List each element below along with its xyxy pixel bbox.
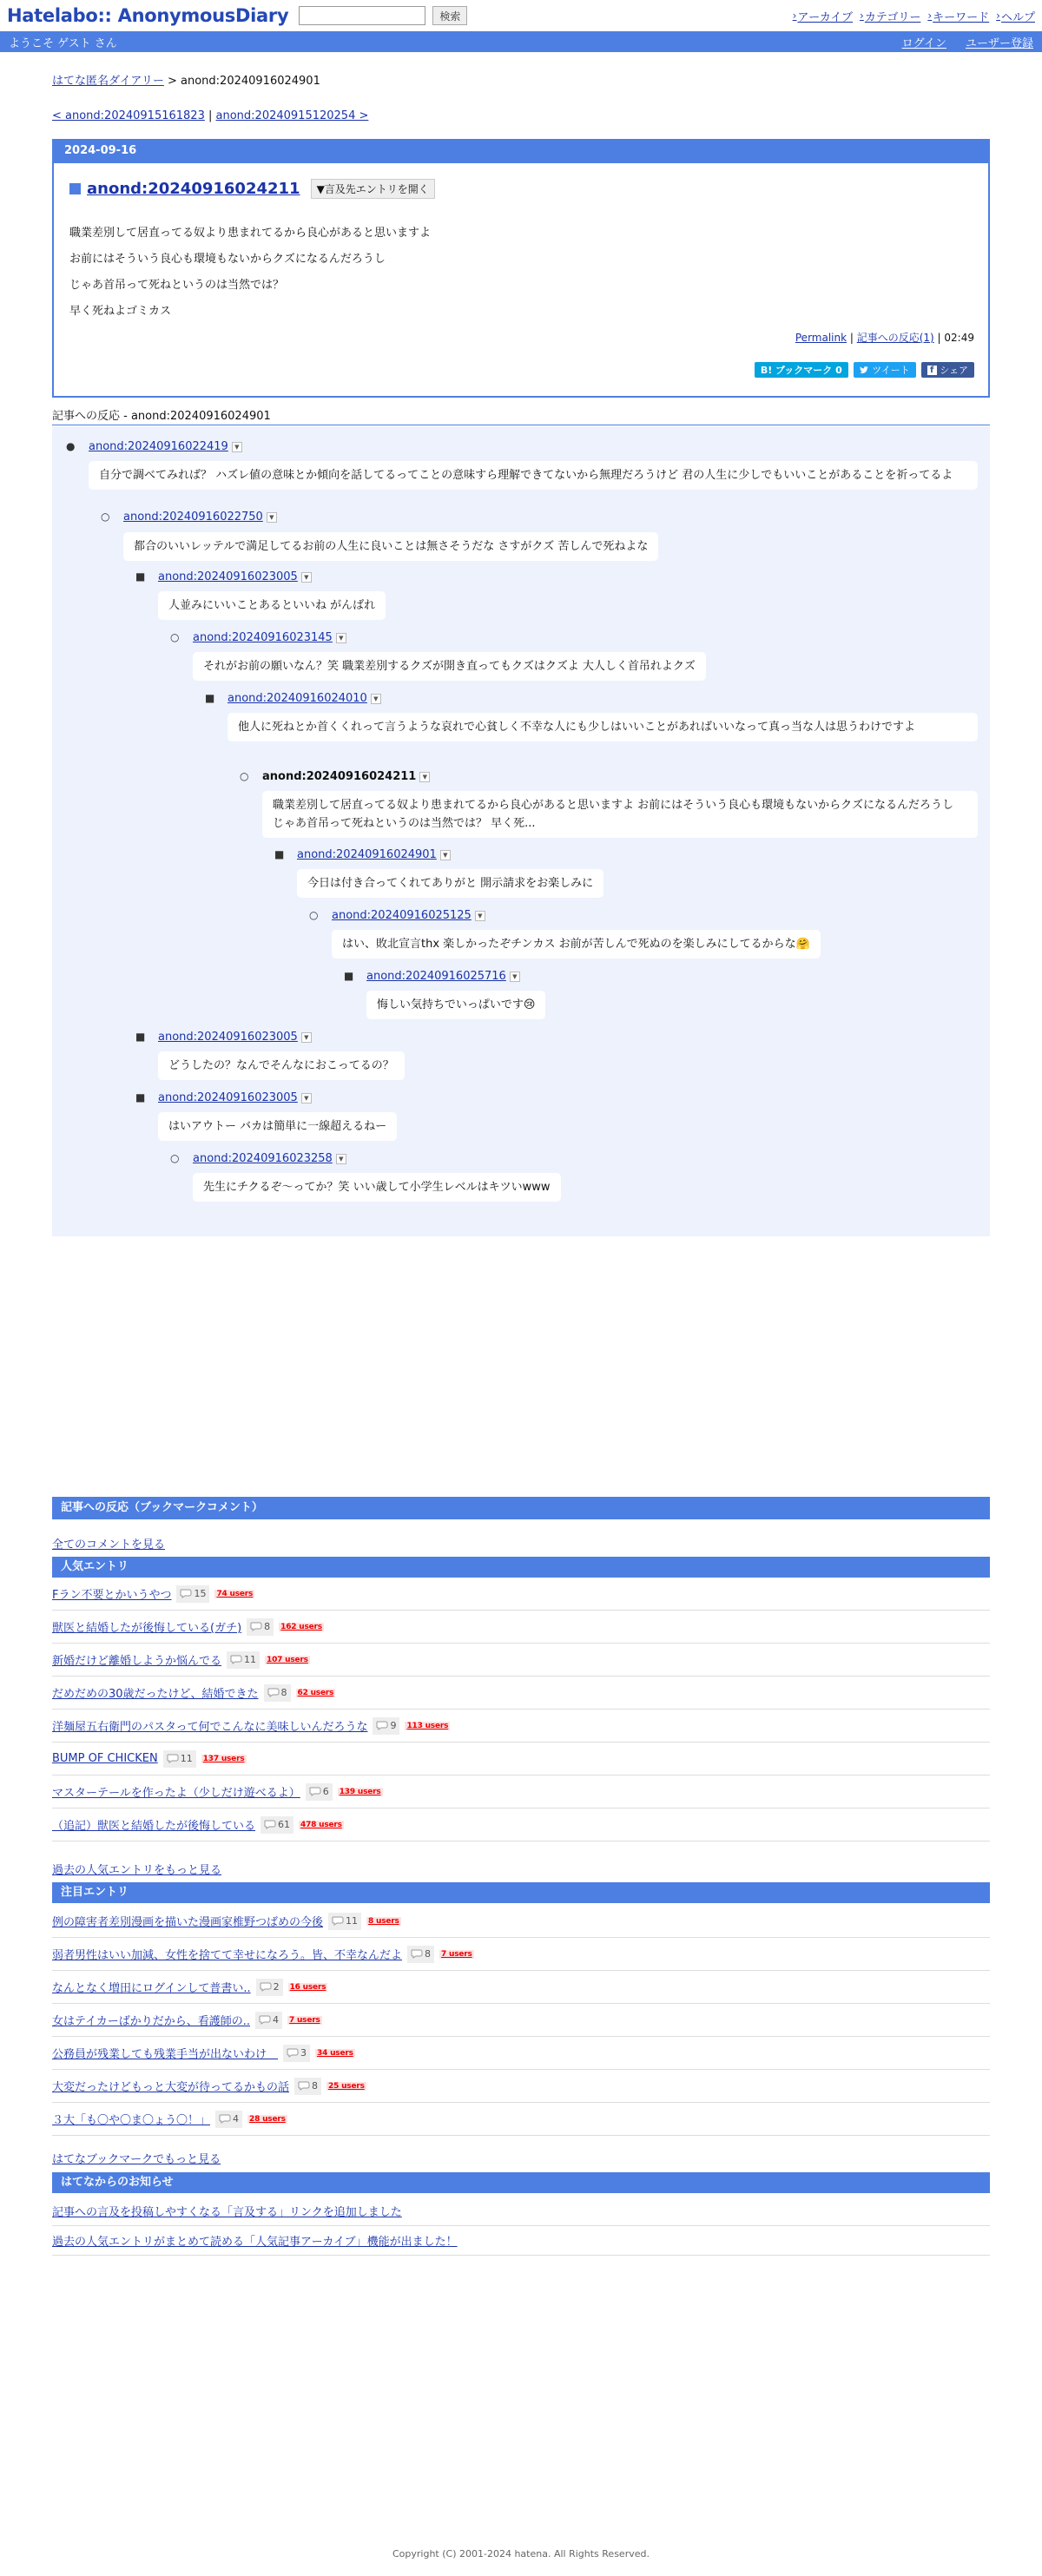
speech-bubble-icon: [332, 1916, 344, 1926]
tree-node-link[interactable]: anond:20240916023258: [193, 1152, 333, 1165]
bullet-circle: ○: [170, 631, 180, 643]
chevron-right-icon: ›: [927, 10, 933, 22]
users-badge[interactable]: 74 users: [216, 1589, 254, 1598]
speech-bubble-icon: [298, 2081, 310, 2091]
expand-toggle-icon[interactable]: ▼: [232, 442, 242, 452]
tree-node-link[interactable]: anond:20240916024010: [228, 692, 367, 705]
breadcrumb-separator: >: [163, 75, 181, 88]
welcome-bar: [0, 31, 1042, 52]
users-badge[interactable]: 62 users: [297, 1688, 334, 1697]
entry-link[interactable]: 公務員が残業しても残業手当が出ないわけ: [52, 2048, 279, 2061]
entry-link[interactable]: （追記）獣医と結婚したが後悔している: [52, 1820, 256, 1833]
search-form: [299, 6, 467, 25]
tweet-button[interactable]: [854, 362, 916, 378]
comment-count[interactable]: [306, 1783, 333, 1801]
entry-link[interactable]: 弱者男性はいい加減、女性を捨てて幸せになろう。皆、不幸なんだよ: [52, 1949, 403, 1962]
entry-box: [52, 139, 990, 398]
comment-count-value: 8: [312, 2080, 319, 2092]
comment-count-value: 9: [390, 1720, 397, 1731]
entry-link[interactable]: 例の障害者差別漫画を描いた漫画家椎野つばめの今後: [52, 1916, 324, 1929]
bullet-square: ■: [135, 1031, 146, 1043]
bullet-square: ■: [205, 692, 215, 704]
users-badge[interactable]: 7 users: [288, 2015, 320, 2025]
comment-count-value: 4: [233, 2113, 240, 2125]
tree-node-link[interactable]: anond:20240916022750: [123, 511, 263, 524]
speech-bubble-icon: [259, 2015, 271, 2025]
entry-link[interactable]: Fラン不要とかいうやつ: [52, 1589, 172, 1602]
comment-count-value: 3: [300, 2047, 307, 2059]
comment-count[interactable]: [294, 2078, 321, 2095]
featured-header: 注目エントリ: [52, 1882, 990, 1903]
comment-count[interactable]: [283, 2045, 310, 2062]
entry-line: 早く死ねよゴミカス: [69, 305, 172, 318]
bullet-square: ■: [135, 1091, 146, 1104]
bullet-circle: ○: [240, 770, 249, 782]
users-badge[interactable]: 34 users: [317, 2048, 353, 2058]
list-item: [52, 1808, 990, 1841]
expand-toggle-icon[interactable]: ▼: [419, 772, 430, 782]
nav-archive-label: アーカイブ: [797, 10, 854, 24]
tree-node-text: 今日は付き合ってくれてありがと 開示請求をお楽しみに: [297, 869, 603, 898]
entry-link[interactable]: BUMP OF CHICKEN: [52, 1752, 158, 1765]
speech-bubble-icon: [250, 1622, 262, 1631]
list-item: [52, 1938, 990, 1971]
entry-link[interactable]: ３大「も〇や〇ま〇ょう〇！」: [52, 2114, 211, 2127]
speech-bubble-icon: [264, 1820, 276, 1829]
square-icon: [69, 183, 81, 194]
tree-node-link[interactable]: anond:20240916025716: [366, 970, 506, 983]
tree-node-text: 職業差別して居直ってる奴より患まれてるから良心があると思いますよ お前にはそういう良心も環境もないからクズになるんだろうし じゃあ首吊って死ねというのは当然では？ 早く死...: [262, 791, 978, 838]
comment-count[interactable]: [176, 1585, 209, 1603]
nav-archive[interactable]: [793, 8, 853, 24]
tree-node-text: どうしたの？なんでそんなにおこってるの？: [158, 1051, 405, 1080]
news-link[interactable]: 記事への言及を投稿しやすくなる「言及する」リンクを追加しました: [52, 2206, 402, 2219]
comment-count[interactable]: [328, 1913, 361, 1930]
global-header: [0, 0, 1042, 31]
tree-node-link[interactable]: anond:20240916023005: [158, 570, 298, 583]
breadcrumb-home[interactable]: はてな匿名ダイアリー: [52, 75, 164, 88]
expand-toggle-icon[interactable]: ▼: [510, 972, 520, 982]
list-item: [52, 1710, 990, 1743]
register-link[interactable]: ユーザー登録: [965, 36, 1033, 50]
expand-toggle-icon[interactable]: ▼: [336, 633, 346, 643]
list-item: [52, 2004, 990, 2037]
tree-node-link[interactable]: anond:20240916023005: [158, 1031, 298, 1044]
reaction-tree: [52, 426, 990, 1236]
comment-count-value: 15: [194, 1588, 207, 1599]
expand-toggle-icon[interactable]: ▼: [301, 1093, 312, 1104]
nav-help[interactable]: [996, 8, 1035, 24]
entry-line: お前にはそういう良心も環境もないからクズになるんだろうし: [69, 253, 386, 266]
speech-bubble-icon: [219, 2114, 231, 2124]
speech-bubble-icon: [309, 1787, 321, 1796]
expand-toggle-icon[interactable]: ▼: [301, 1032, 312, 1043]
tweet-label: ツイート: [872, 365, 910, 376]
tree-node-text: それがお前の願いなん？笑 職業差別するクズが開き直ってもクズはクズよ 大人しく首吊れよクズ: [193, 652, 706, 681]
chevron-right-icon: ›: [996, 10, 1000, 22]
comment-count[interactable]: [227, 1651, 260, 1669]
prev-entry-link[interactable]: < anond:20240915161823: [52, 109, 205, 122]
expand-toggle-icon[interactable]: ▼: [371, 694, 381, 704]
comment-count[interactable]: [256, 1979, 283, 1996]
users-badge[interactable]: 137 users: [202, 1754, 245, 1763]
facebook-share-label: シェア: [940, 365, 968, 376]
comment-count-value: 6: [322, 1786, 329, 1797]
comment-count-value: 11: [346, 1915, 359, 1927]
expand-toggle-icon[interactable]: ▼: [267, 512, 277, 523]
entry-line: じゃあ首吊って死ねというのは当然では？: [69, 279, 285, 292]
bullet-square: ■: [135, 570, 146, 583]
news-list: [52, 2197, 990, 2256]
hatena-bookmark-button[interactable]: B! ブックマーク 0: [755, 362, 848, 378]
bullet-disc: ●: [66, 440, 76, 452]
comment-count-value: 2: [273, 1981, 280, 1993]
entry-link[interactable]: 女はテイカーばかりだから、看護師の..: [52, 2015, 250, 2028]
users-badge[interactable]: 478 users: [300, 1820, 342, 1829]
entry-link[interactable]: 新婚だけど離婚しようか悩んでる: [52, 1655, 222, 1668]
list-item: [52, 1743, 990, 1776]
tree-node-text: はい、敗北宣言thx 楽しかったぞチンカス お前が苦しんで死ぬのを楽しみにしてるからな🤗: [332, 930, 821, 959]
entry-link[interactable]: 大変だったけどもっと大変が待ってるかもの話: [52, 2081, 290, 2094]
speech-bubble-icon: [376, 1721, 388, 1730]
list-item: [52, 2070, 990, 2103]
copyright: Copyright (C) 2001-2024 hatena. All Rights Reserved.: [392, 2548, 650, 2560]
list-item: [52, 1578, 990, 1611]
twitter-bird-icon: [860, 366, 869, 374]
entry-link[interactable]: 洋麺屋五右衛門のパスタって何でこんなに美味しいんだろうな: [52, 1721, 368, 1734]
chevron-right-icon: ›: [860, 10, 864, 22]
news-header: はてなからのお知らせ: [52, 2172, 990, 2193]
expand-toggle-icon[interactable]: ▼: [336, 1154, 346, 1164]
entry-time: 02:49: [944, 332, 974, 344]
reactions-link[interactable]: 記事への反応(1): [856, 332, 934, 344]
tree-node-link[interactable]: anond:20240916024901: [297, 848, 437, 861]
entry-link[interactable]: なんとなく増田にログインして普書い..: [52, 1982, 251, 1995]
breadcrumb: [52, 71, 320, 88]
login-link[interactable]: ログイン: [901, 36, 946, 50]
pager-separator: |: [204, 109, 216, 122]
tree-node-text: 他人に死ねとか首くくれって言うような哀れで心貧しく不幸な人にも少しはいいことがあればいいなって真っ当な人は思うわけですよ: [228, 713, 978, 741]
entry-date: 2024-09-16: [54, 141, 988, 163]
comment-count-value: 8: [425, 1948, 432, 1960]
list-item: [52, 1677, 990, 1710]
tree-node-current-id: anond:20240916024211: [262, 770, 417, 783]
bullet-square: ■: [274, 848, 285, 860]
comment-count[interactable]: [247, 1618, 274, 1636]
permalink[interactable]: Permalink: [795, 332, 847, 344]
list-item: [52, 1776, 990, 1808]
comment-count[interactable]: [260, 1816, 293, 1834]
list-item: [52, 2037, 990, 2070]
nav-keyword-label: キーワード: [933, 10, 990, 24]
facebook-share-button[interactable]: [921, 362, 974, 378]
comment-count-value: 61: [278, 1819, 291, 1830]
bullet-circle: ○: [309, 909, 319, 921]
all-comments-link[interactable]: 全てのコメントを見る: [52, 1538, 166, 1552]
expand-toggle-icon[interactable]: ▼: [301, 572, 312, 583]
reactions-header: 記事への反応 - anond:20240916024901: [52, 406, 990, 425]
tree-node-link[interactable]: anond:20240916022419: [89, 440, 228, 453]
speech-bubble-icon: [411, 1949, 423, 1959]
list-item: [52, 1644, 990, 1677]
comment-count-value: 8: [280, 1687, 287, 1698]
users-badge[interactable]: 107 users: [267, 1655, 308, 1664]
users-badge[interactable]: 28 users: [249, 2114, 286, 2124]
expand-toggle-icon[interactable]: ▼: [475, 911, 485, 921]
list-item: [52, 2103, 990, 2136]
nav-keyword[interactable]: [927, 8, 989, 24]
speech-bubble-icon: [167, 1754, 179, 1763]
popular-header: 人気エントリ: [52, 1557, 990, 1578]
comment-count-value: 11: [244, 1654, 257, 1665]
comment-count-value: 4: [272, 2014, 279, 2026]
featured-more-link[interactable]: はてなブックマークでもっと見る: [52, 2153, 221, 2166]
comment-count[interactable]: [255, 2012, 282, 2029]
tree-node-text: はいアウトー バカは簡単に一線超えるねー: [158, 1112, 397, 1141]
speech-bubble-icon: [260, 1982, 272, 1992]
comment-count[interactable]: [264, 1684, 291, 1702]
tree-node-text: 悔しい気持ちでいっぱいです😢: [366, 991, 545, 1019]
list-item: [52, 1971, 990, 2004]
breadcrumb-current: anond:20240916024901: [181, 75, 320, 88]
comment-count[interactable]: [215, 2111, 242, 2128]
tree-node-text: 都合のいいレッテルで満足してるお前の人生に良いことは無さそうだな さすがクズ 苦しんで死ねよな: [123, 532, 658, 561]
entry-link[interactable]: だめだめの30歳だったけど、結婚できた: [52, 1688, 259, 1701]
nav-help-label: ヘルプ: [1000, 10, 1035, 24]
users-badge[interactable]: 16 users: [289, 1982, 326, 1992]
tree-node-text: 自分で調べてみれば？ ハズレ値の意味とか傾向を話してるってことの意味すら理解できてないから無理だろうけど 君の人生に少しでもいいことがあることを祈ってるよ: [89, 461, 978, 490]
popular-more-link[interactable]: 過去の人気エントリをもっと見る: [52, 1864, 222, 1877]
users-badge[interactable]: 113 users: [406, 1721, 449, 1730]
expand-toggle-icon[interactable]: ▼: [440, 850, 451, 860]
entry-header: [69, 179, 435, 199]
entry-line: 職業差別して居直ってる奴より患まれてるから良心があると思いますよ: [69, 227, 432, 240]
list-item: [52, 1905, 990, 1938]
facebook-icon: f: [927, 366, 937, 375]
users-badge[interactable]: 8 users: [368, 1916, 399, 1926]
tree-node-link[interactable]: anond:20240916023145: [193, 631, 333, 644]
speech-bubble-icon: [267, 1688, 280, 1697]
share-buttons: [755, 362, 974, 378]
popular-list: [52, 1578, 990, 1841]
welcome-text: ようこそ ゲスト さん: [9, 36, 117, 50]
bullet-circle: ○: [170, 1152, 180, 1164]
users-badge[interactable]: 162 users: [280, 1622, 322, 1631]
next-entry-link[interactable]: anond:20240915120254 >: [215, 109, 369, 122]
entry-footer: Permalink | 記事への反応(1) | 02:49: [795, 332, 974, 344]
users-badge[interactable]: 25 users: [328, 2081, 365, 2091]
entry-pager: [52, 109, 368, 122]
bullet-circle: ○: [101, 511, 110, 523]
search-input[interactable]: [299, 6, 425, 25]
search-button[interactable]: 検索: [432, 6, 467, 25]
list-item: [52, 1611, 990, 1644]
bullet-square: ■: [344, 970, 354, 982]
bookmark-comments-header: 記事への反応（ブックマークコメント）: [52, 1497, 990, 1519]
list-item: [52, 2226, 990, 2256]
list-item: [52, 2197, 990, 2226]
nav-category[interactable]: [860, 8, 920, 24]
tree-node-text: 先生にチクるぞ〜ってか？笑 いい歳して小学生レベルはキツいwww: [193, 1173, 561, 1202]
comment-count-value: 8: [264, 1621, 271, 1632]
tree-node-link[interactable]: anond:20240916025125: [332, 909, 472, 922]
tree-node-link[interactable]: anond:20240916023005: [158, 1091, 298, 1104]
open-mention-button[interactable]: ▼言及先エントリを開く: [311, 179, 435, 199]
featured-list: [52, 1905, 990, 2136]
entry-body: [69, 221, 431, 325]
news-link[interactable]: 過去の人気エントリがまとめて読める「人気記事アーカイブ」機能が出ました！: [52, 2236, 458, 2249]
comment-count[interactable]: [163, 1750, 196, 1768]
speech-bubble-icon: [180, 1589, 192, 1598]
speech-bubble-icon: [230, 1655, 242, 1664]
tree-node-text: 人並みにいいことあるといいね がんばれ: [158, 591, 386, 620]
chevron-right-icon: ›: [792, 10, 797, 22]
site-logo[interactable]: Hatelabo:: AnonymousDiary: [7, 5, 289, 26]
comment-count-value: 11: [180, 1753, 193, 1764]
nav-category-label: カテゴリー: [864, 10, 921, 24]
users-badge[interactable]: 7 users: [441, 1949, 472, 1959]
speech-bubble-icon: [287, 2048, 299, 2058]
users-badge[interactable]: 139 users: [339, 1787, 381, 1796]
global-nav: [793, 8, 1035, 24]
comment-count[interactable]: [373, 1717, 399, 1735]
entry-link[interactable]: 獣医と結婚したが後悔している(ガチ): [52, 1622, 242, 1635]
entry-title[interactable]: anond:20240916024211: [87, 180, 300, 198]
comment-count[interactable]: [407, 1946, 434, 1963]
entry-link[interactable]: マスターテールを作ったよ（少しだけ遊べるよ）: [52, 1787, 300, 1800]
